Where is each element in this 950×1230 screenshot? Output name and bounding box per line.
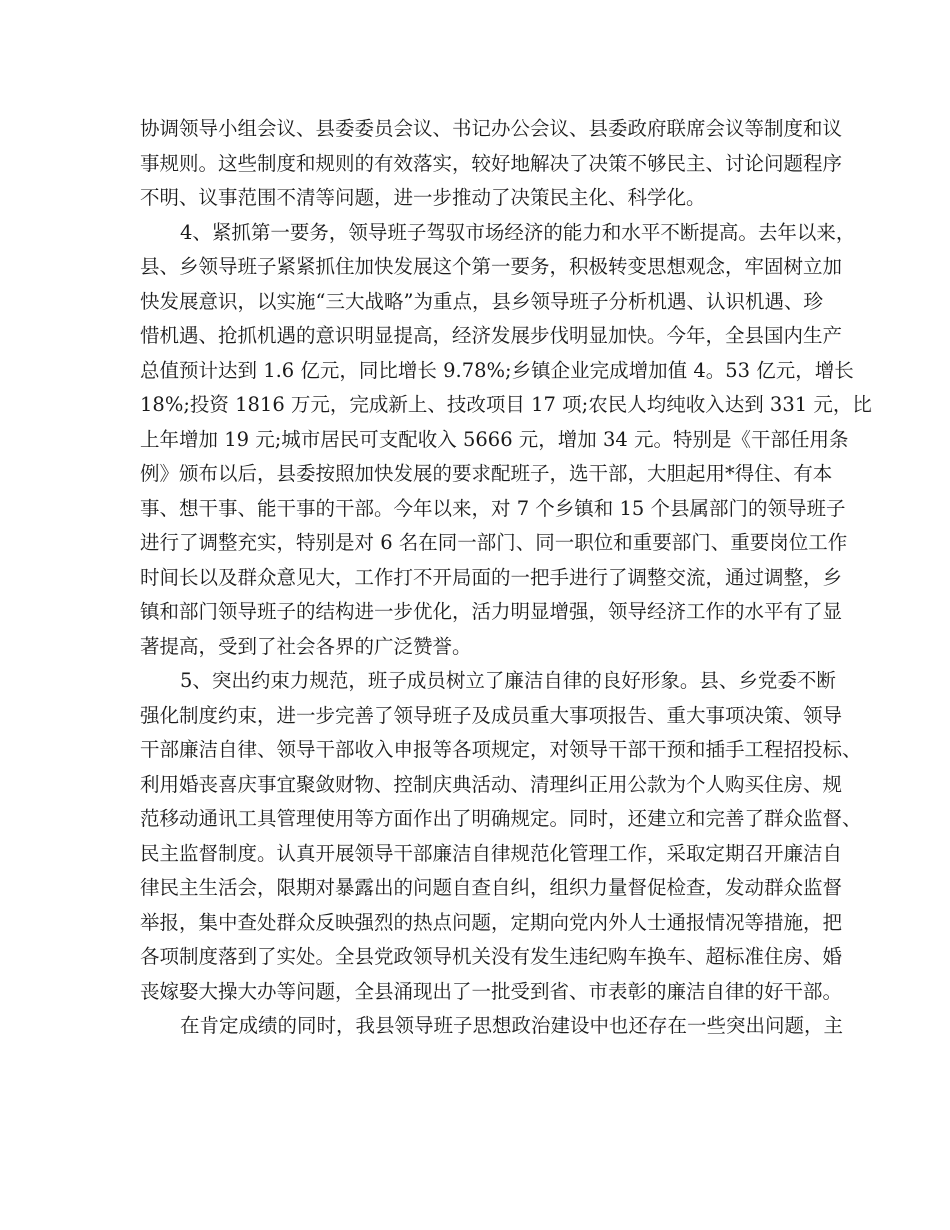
- text-line: 上年增加 19 元;城市居民可支配收入 5666 元，增加 34 元。特别是《干部任用条: [140, 427, 849, 451]
- text-line: 例》颁布以后，县委按照加快发展的要求配班子，选干部，大胆起用*得住、有本: [140, 462, 833, 485]
- paragraph-item-4: [140, 216, 872, 665]
- text-line: 著提高，受到了社会各界的广泛赞誉。: [140, 634, 472, 658]
- paragraph-item-5: [140, 664, 862, 1009]
- text-line: 干部廉洁自律、领导干部收入申报等各项规定，对领导干部干预和插手工程招投标、: [140, 738, 862, 761]
- text-line: 进行了调整充实，特别是对 6 名在同一部门、同一职位和重要部门、重要岗位工作: [140, 531, 848, 554]
- text-line: 丧嫁娶大操大办等问题，全县涌现出了一批受到省、市表彰的廉洁自律的好干部。: [140, 979, 843, 1003]
- text-line: 律民主生活会，限期对暴露出的问题自查自纠，组织力量督促检查，发动群众监督: [140, 876, 843, 899]
- text-line: 范移动通讯工具管理使用等方面作出了明确规定。同时，还建立和完善了群众监督、: [140, 807, 862, 830]
- text-line: 利用婚丧喜庆事宜聚敛财物、控制庆典活动、清理纠正用公款为个人购买住房、规: [140, 772, 843, 796]
- text-line: 镇和部门领导班子的结构进一步优化，活力明显增强，领导经济工作的水平有了显: [140, 600, 843, 623]
- text-line: 惜机遇、抢抓机遇的意识明显提高，经济发展步伐明显加快。今年，全县国内生产: [140, 324, 843, 347]
- text-line: 18%;投资 1816 万元，完成新上、技改项目 17 项;农民人均纯收入达到 331 元，比: [140, 393, 872, 416]
- text-line: 总值预计达到 1.6 亿元，同比增长 9.78%;乡镇企业完成增加值 4。53 亿元，增长: [140, 358, 854, 382]
- text-line: 举报，集中查处群众反映强烈的热点问题，定期向党内外人士通报情况等措施，把: [140, 910, 843, 934]
- text-line: 各项制度落到了实处。全县党政领导机关没有发生违纪购车换车、超标准住房、婚: [140, 945, 843, 968]
- text-line: 强化制度约束，进一步完善了领导班子及成员重大事项报告、重大事项决策、领导: [140, 703, 843, 727]
- paragraph-continuation: [140, 112, 843, 216]
- text-line: 4、紧抓第一要务，领导班子驾驭市场经济的能力和水平不断提高。去年以来，: [180, 220, 856, 244]
- text-line: 5、突出约束力规范，班子成员树立了廉洁自律的良好形象。县、乡党委不断: [180, 669, 836, 692]
- paragraph-summary: [140, 1009, 844, 1044]
- text-line: 时间长以及群众意见大，工作打不开局面的一把手进行了调整交流，通过调整，乡: [140, 565, 843, 589]
- text-line: 事规则。这些制度和规则的有效落实，较好地解决了决策不够民主、讨论问题程序: [140, 151, 843, 175]
- text-line: 事、想干事、能干事的干部。今年以来，对 7 个乡镇和 15 个县属部门的领导班子: [140, 496, 846, 520]
- text-line: 快发展意识，以实施“三大战略”为重点，县乡领导班子分析机遇、认识机遇、珍: [140, 289, 823, 313]
- document-body: [140, 112, 872, 1044]
- text-line: 在肯定成绩的同时，我县领导班子思想政治建设中也还存在一些突出问题，主: [180, 1014, 844, 1037]
- text-line: 县、乡领导班子紧紧抓住加快发展这个第一要务，积极转变思想观念，牢固树立加: [140, 255, 843, 278]
- text-line: 民主监督制度。认真开展领导干部廉洁自律规范化管理工作，采取定期召开廉洁自: [140, 841, 843, 865]
- text-line: 不明、议事范围不清等问题，进一步推动了决策民主化、科学化。: [140, 186, 706, 209]
- text-line: 协调领导小组会议、县委委员会议、书记办公会议、县委政府联席会议等制度和议: [140, 117, 843, 140]
